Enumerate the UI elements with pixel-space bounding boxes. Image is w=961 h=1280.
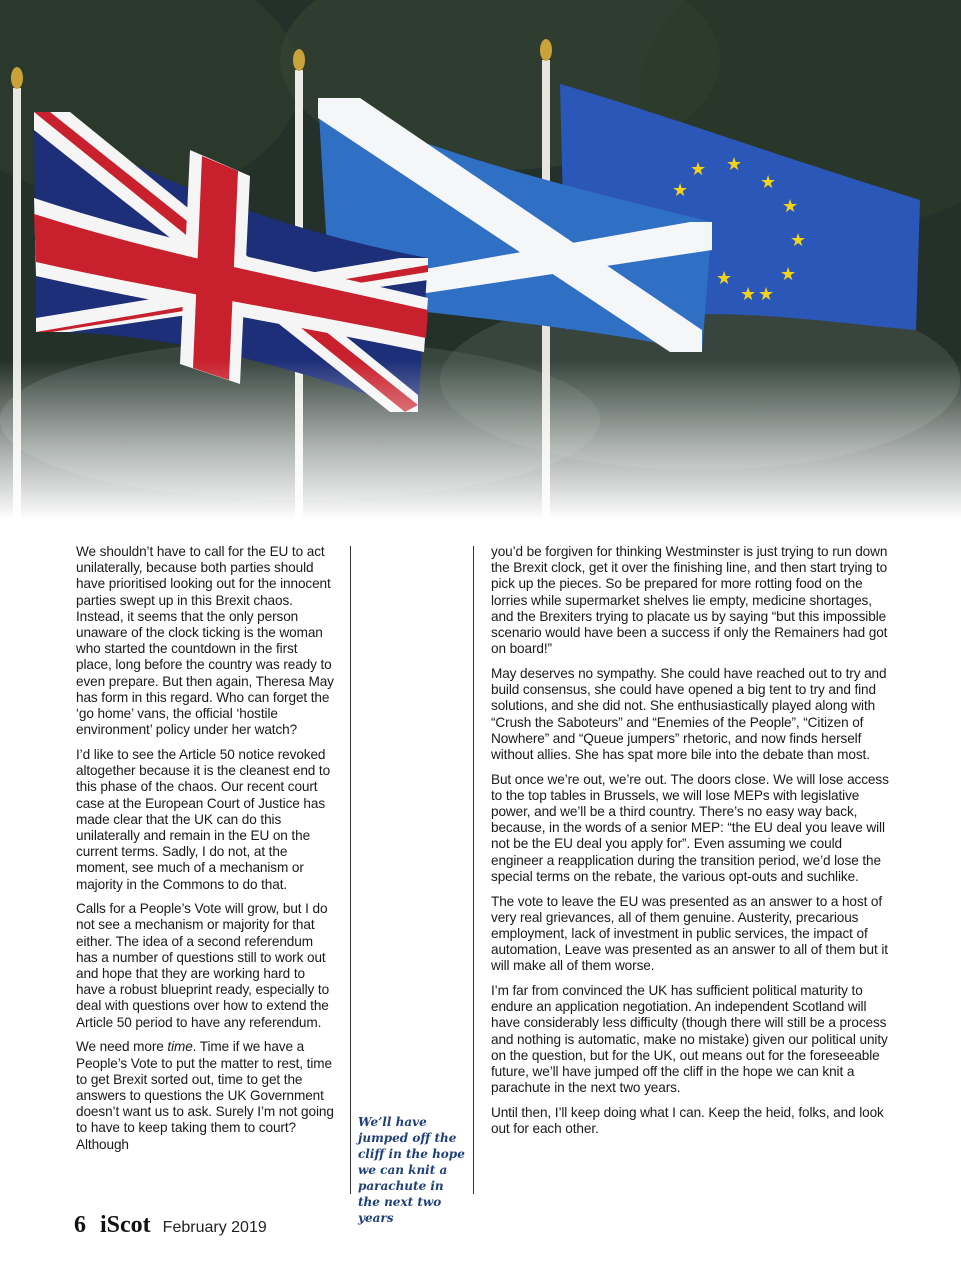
article-right-column (491, 544, 889, 1146)
svg-text:★: ★ (716, 268, 733, 289)
svg-text:★: ★ (760, 172, 777, 193)
paragraph: I’d like to see the Article 50 notice revoked altogether because it is the cleanest end to this phase of the chaos. Our recent court case at the European Court of Justice has made clear that the UK can do this unilaterally and remain in the EU on the current terms. Sadly, I do not, at the moment, see much of a mechanism or majority in the Commons to do that. (76, 746, 331, 892)
pull-quote: We’ll have jumped off the cliff in the hope we can knit a parachute in the next two years (358, 1115, 465, 1225)
svg-text:★: ★ (672, 180, 689, 201)
paragraph: The vote to leave the EU was presented as an answer to a host of very real grievances, all of them genuine. Austerity, precarious employment, lack of investment in public services, the impact of automation, Leave was presented as an answer to all of them but it will make all of them worse. (491, 893, 888, 974)
svg-text:★: ★ (782, 196, 799, 217)
svg-text:★: ★ (790, 230, 807, 251)
svg-text:★: ★ (726, 154, 743, 175)
paragraph-time (76, 1039, 334, 1152)
paragraph-text: . Time if we have a People’s Vote to put the matter to rest, time to get Brexit sorted out, time to get the answers to questions the UK Government doesn’t want us to ask. Surely I’m not going to have to keep taking them to court? Although (76, 1039, 334, 1152)
paragraph: Calls for a People’s Vote will grow, but I do not see a mechanism or majority for that either. The idea of a second referendum has a number of questions still to work out and hope that they are working hard to have a robust blueprint ready, especially to deal with questions over how to extend the Article 50 period to have any referendum. (76, 901, 330, 1030)
paragraph: you’d be forgiven for thinking Westminster is just trying to run down the Brexit clock, get it over the finishing line, and then start trying to pick up the pieces. So be prepared for more rotting food on the lorries while supermarket shelves lie empty, medicine shortages, and the Brexiters trying to placate us by saying “but this impossible scenario would have been a success if only the Remainers had got on board!” (491, 544, 888, 657)
article-left-column (76, 544, 334, 1161)
emphasis-time: time (167, 1039, 193, 1055)
issue-date: February 2019 (162, 1219, 267, 1236)
paragraph: Until then, I’ll keep doing what I can. Keep the heid, folks, and look out for each other. (491, 1105, 884, 1137)
svg-text:★: ★ (758, 284, 775, 305)
page-number: 6 (74, 1212, 86, 1238)
paragraph: But once we’re out, we’re out. The doors close. We will lose access to the top tables in Brussels, we will lose MEPs with legislative power, and we’ll be a third country. There’s no easy way back, because, in the words of a senior MEP: “the EU deal you leave will not be the EU deal you apply for”. Even assuming we could engineer a reapplication during the transition period, we’d lose the special terms on the rebate, the various opt-outs and suchlike. (491, 771, 889, 884)
hero-fade (0, 360, 961, 520)
paragraph: We shouldn’t have to call for the EU to act unilaterally, because both parties should have prioritised looking out for the innocent parties swept up in this Brexit chaos. Instead, it seems that the only person unaware of the clock ticking is the woman who started the countdown in the first place, long before the country was ready to even prepare. But then again, Theresa May has form in this regard. Who can forget the ‘go home’ vans, the official ‘hostile environment’ policy under her watch? (76, 544, 334, 738)
svg-text:★: ★ (690, 159, 707, 180)
svg-text:★: ★ (740, 284, 757, 305)
column-divider (473, 546, 474, 1194)
svg-text:★: ★ (780, 264, 797, 285)
page-footer (74, 1212, 267, 1244)
paragraph: I’m far from convinced the UK has sufficient political maturity to endure an application negotiation. An independent Scotland will have considerably less difficulty (though there will still be a process and nothing is automatic, make no mistake) given our political unity on the question, but for the UK, out means out for the foreseeable future, we’ll have jumped off the cliff in the hope we can knit a parachute in the next two years. (491, 983, 888, 1096)
magazine-logo: iScot (100, 1212, 151, 1238)
paragraph: May deserves no sympathy. She could have reached out to try and build consensus, she could have opened a big tent to try and find solutions, and she did not. She enthusiastically played along with “Crush the Saboteurs” and “Enemies of the People”, “Citizen of Nowhere” and “Queue jumpers” rhetoric, and now finds herself without allies. She has spat more bile into the debate than most. (491, 665, 887, 762)
column-divider (350, 546, 351, 1194)
paragraph-text: We need more (76, 1039, 168, 1055)
hero-photo (0, 0, 961, 520)
